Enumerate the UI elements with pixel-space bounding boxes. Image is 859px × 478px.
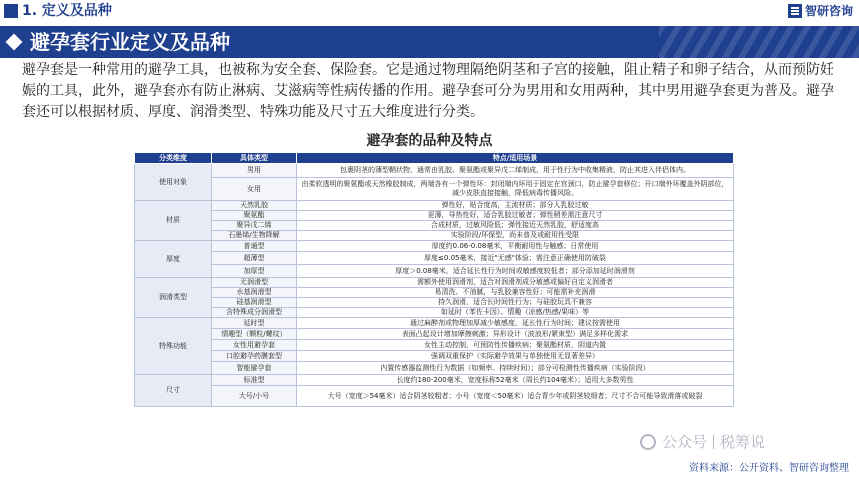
feature-cell: 内置传感器监测性行为数据（如频率、持续时间）；部分可检测性传播疾病（实验阶段）	[297, 362, 734, 375]
feature-cell: 实验阶段/环保型，尚未普及或耐用性受限	[297, 231, 734, 241]
type-cell: 智能避孕套	[212, 362, 297, 375]
table-row	[135, 241, 734, 252]
table-row	[135, 375, 734, 386]
type-cell: 石墨烯/生物降解	[212, 231, 297, 241]
type-cell: 情趣型（颗粒/螺纹）	[212, 329, 297, 340]
category-cell: 厚度	[135, 241, 212, 278]
table-row	[135, 211, 734, 221]
feature-cell: 表面凸起设计增加摩擦刺激；异形设计（波浪形/紧束型）满足多样化需求	[297, 329, 734, 340]
intro-paragraph: 避孕套是一种常用的避孕工具，也被称为安全套、保险套。它是通过物理隔绝阴茎和子宫的接触，阻止精子和卵子结合，从而预防妊娠的工具，此外，避孕套亦有防止淋病、艾滋病等性病传播的作用。避孕套可分为男用和女用两种，其中男用避孕套更为普及。避孕套还可以根据材质、厚度、润滑类型、特殊功能及尺寸五大维度进行分类。	[22, 62, 834, 120]
top-bar	[0, 0, 859, 22]
table-row	[135, 201, 734, 211]
type-cell: 超薄型	[212, 252, 297, 265]
type-cell: 标准型	[212, 375, 297, 386]
feature-cell: 强调双重保护（实际避孕效果与单独使用无显著差异）	[297, 351, 734, 362]
type-cell: 女性用避孕套	[212, 340, 297, 351]
table-row	[135, 164, 734, 178]
watermark	[640, 432, 765, 452]
table-row	[135, 298, 734, 308]
source-note: 资料来源：公开资料、智研咨询整理	[689, 463, 849, 474]
feature-cell: 持久润滑，适合长时间性行为；与硅胶玩具不兼容	[297, 298, 734, 308]
feature-cell: 弹性好，贴合度高，主流材质；部分人乳胶过敏	[297, 201, 734, 211]
table-row	[135, 231, 734, 241]
variety-table	[134, 152, 734, 407]
watermark-right: 税筹说	[720, 433, 766, 451]
table-row	[135, 221, 734, 231]
category-cell: 材质	[135, 201, 212, 241]
category-cell: 尺寸	[135, 375, 212, 407]
type-cell: 加厚型	[212, 265, 297, 278]
type-cell: 女用	[212, 178, 297, 201]
table-row	[135, 362, 734, 375]
type-cell: 天然乳胶	[212, 201, 297, 211]
section-marker-icon	[4, 4, 18, 18]
type-cell: 男用	[212, 164, 297, 178]
page-title: 避孕套行业定义及品种	[30, 30, 230, 54]
type-cell: 无润滑型	[212, 278, 297, 288]
type-cell: 大号/小号	[212, 386, 297, 407]
feature-cell: 长度约180-200毫米，宽度标称52毫米（周长约104毫米）；适用大多数男性	[297, 375, 734, 386]
table-row	[135, 351, 734, 362]
brand-logo-icon	[788, 4, 802, 18]
table-row	[135, 252, 734, 265]
type-cell: 聚氨酯	[212, 211, 297, 221]
header-type: 具体类型	[212, 153, 297, 164]
feature-cell: 厚度＞0.08毫米，适合延长性行为时间或敏感度较低者；部分添加延时润滑剂	[297, 265, 734, 278]
feature-cell: 易清洗、不油腻，与乳胶兼容性好；可能需补充润滑	[297, 288, 734, 298]
type-cell: 聚异戊二烯	[212, 221, 297, 231]
feature-cell: 合成材质，过敏风险低；弹性接近天然乳胶，舒适度高	[297, 221, 734, 231]
feature-cell: 如延时（苯佐卡因）、情趣（凉感/热感/果味）等	[297, 308, 734, 318]
table-row	[135, 288, 734, 298]
brand	[788, 2, 853, 20]
table-header-row	[135, 153, 734, 164]
header-category: 分类维度	[135, 153, 212, 164]
table-row	[135, 308, 734, 318]
feature-cell: 厚度约0.06-0.08毫米，平衡耐用性与触感；日常使用	[297, 241, 734, 252]
watermark-divider	[713, 435, 714, 449]
table-row	[135, 278, 734, 288]
type-cell: 硅基润滑型	[212, 298, 297, 308]
banner-decoration	[659, 26, 859, 58]
diamond-icon	[6, 34, 23, 51]
table-title: 避孕套的品种及特点	[366, 133, 493, 149]
type-cell: 水基润滑型	[212, 288, 297, 298]
feature-cell: 更薄，导热性好，适合乳胶过敏者；弹性稍差需注意尺寸	[297, 211, 734, 221]
category-cell: 润滑类型	[135, 278, 212, 318]
category-cell: 使用对象	[135, 164, 212, 201]
category-cell: 特殊功能	[135, 318, 212, 375]
feature-cell: 厚度≤0.05毫米，接近"无感"体验；需注意正确使用防破裂	[297, 252, 734, 265]
feature-cell: 由柔软透明的聚氨酯或天然橡胶制成，两端各有一个弹性环：封闭端内环用于固定在宫颈口，防止避孕套移位；开口端外环覆盖外阴部位，减少皮肤直接接触，降低病毒传播风险。	[297, 178, 734, 201]
watermark-left: 公众号	[662, 433, 708, 451]
feature-cell: 女性主动控制，可预防性传播疾病；聚氨酯材质，阴道内置	[297, 340, 734, 351]
table-row	[135, 265, 734, 278]
table-row	[135, 340, 734, 351]
header-feature: 特点/适用场景	[297, 153, 734, 164]
table-row	[135, 318, 734, 329]
title-banner	[0, 26, 859, 58]
brand-name: 智研咨询	[804, 4, 853, 18]
type-cell: 普通型	[212, 241, 297, 252]
feature-cell: 需额外使用润滑剂，适合对润滑剂成分敏感或偏好自定义润滑者	[297, 278, 734, 288]
type-cell: 口腔避孕药膜套型	[212, 351, 297, 362]
wechat-icon	[640, 434, 656, 450]
type-cell: 延时型	[212, 318, 297, 329]
feature-cell: 包裹阴茎的薄型鞘状物，通常由乳胶、聚氨酯或聚异戊二烯制成，用于性行为中收集精液，防止其进入伴侣体内。	[297, 164, 734, 178]
type-cell: 含特殊成分润滑型	[212, 308, 297, 318]
table-row	[135, 329, 734, 340]
table-row	[135, 178, 734, 201]
section-title: 1. 定义及品种	[22, 3, 112, 19]
table-row	[135, 386, 734, 407]
feature-cell: 通过麻醉剂或物理加厚减少敏感度，延长性行为时间；建议按需使用	[297, 318, 734, 329]
table-body	[135, 164, 734, 407]
feature-cell: 大号（宽度＞54毫米）适合阴茎较粗者；小号（宽度＜50毫米）适合青少年或阴茎较细者；尺寸不合可能导致滑落或破裂	[297, 386, 734, 407]
